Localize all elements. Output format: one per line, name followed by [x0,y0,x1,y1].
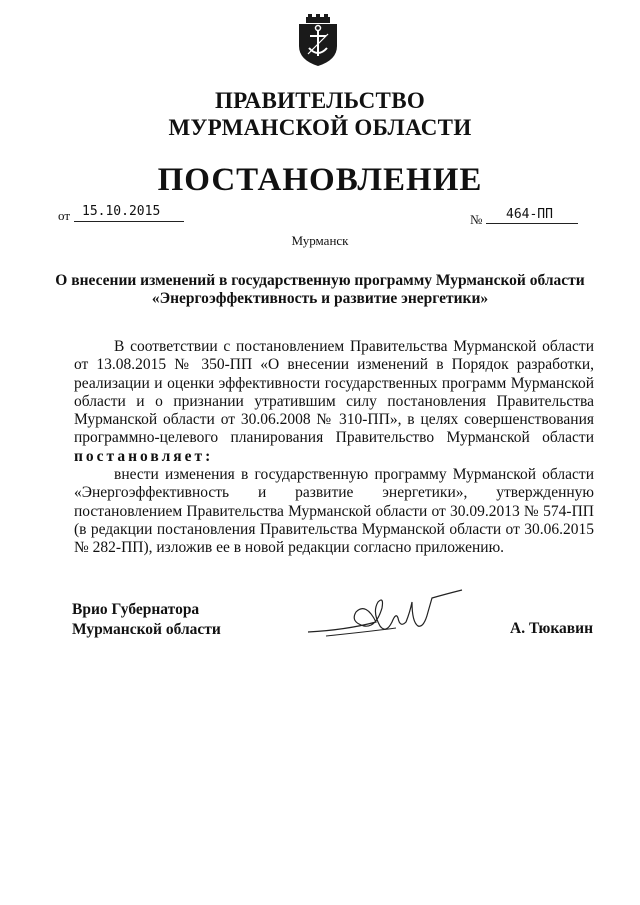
position-line2: Мурманской области [72,621,221,638]
handwritten-signature [306,582,466,642]
position-line1: Врио Губернатора [72,601,200,618]
document-date: 15.10.2015 [74,204,184,222]
coat-of-arms-icon [296,14,340,68]
paragraph-preamble [74,338,594,466]
document-title-line1: О внесении изменений в государственную программу Мурманской области [55,272,585,289]
signatory-name: А. Тюкавин [510,620,594,637]
resolves-word: постановляет: [74,447,214,465]
paragraph-resolution: внести изменения в государственную программу Мурманской области «Энергоэффективность и развитие энергетики», утвержденную постановлением Правительства Мурманской области от 30.09.2013 № 574-ПП (в редакции постановления Правительства Мурманской области от 30.06.2015 № 282-ПП), изложив ее в новой редакции согласно приложению. [74,466,594,557]
government-name-line2: МУРМАНСКОЙ ОБЛАСТИ [168,115,472,140]
document-type: ПОСТАНОВЛЕНИЕ [157,162,483,198]
document-title-line2: «Энергоэффективность и развитие энергетики» [151,290,489,307]
number-prefix: № [470,212,483,227]
document-number: 464-ПП [486,207,578,224]
city: Мурманск [291,233,349,248]
date-prefix: от [58,208,71,223]
signatory-position [72,600,221,640]
document-body [74,338,594,558]
government-name-line1: ПРАВИТЕЛЬСТВО [214,88,426,113]
preamble-text: В соответствии с постановлением Правительства Мурманской области от 13.08.2015 № 350-ПП «О внесении изменений в Порядок разработки, реализации и оценки эффективности государственных программ Мурманской области и о признании утратившим силу постановления Правительства Мурманской области от 30.06.2008 № 310-ПП», в целях совершенствования программно-целевого планирования Правительство Мурманской области [74,338,594,447]
